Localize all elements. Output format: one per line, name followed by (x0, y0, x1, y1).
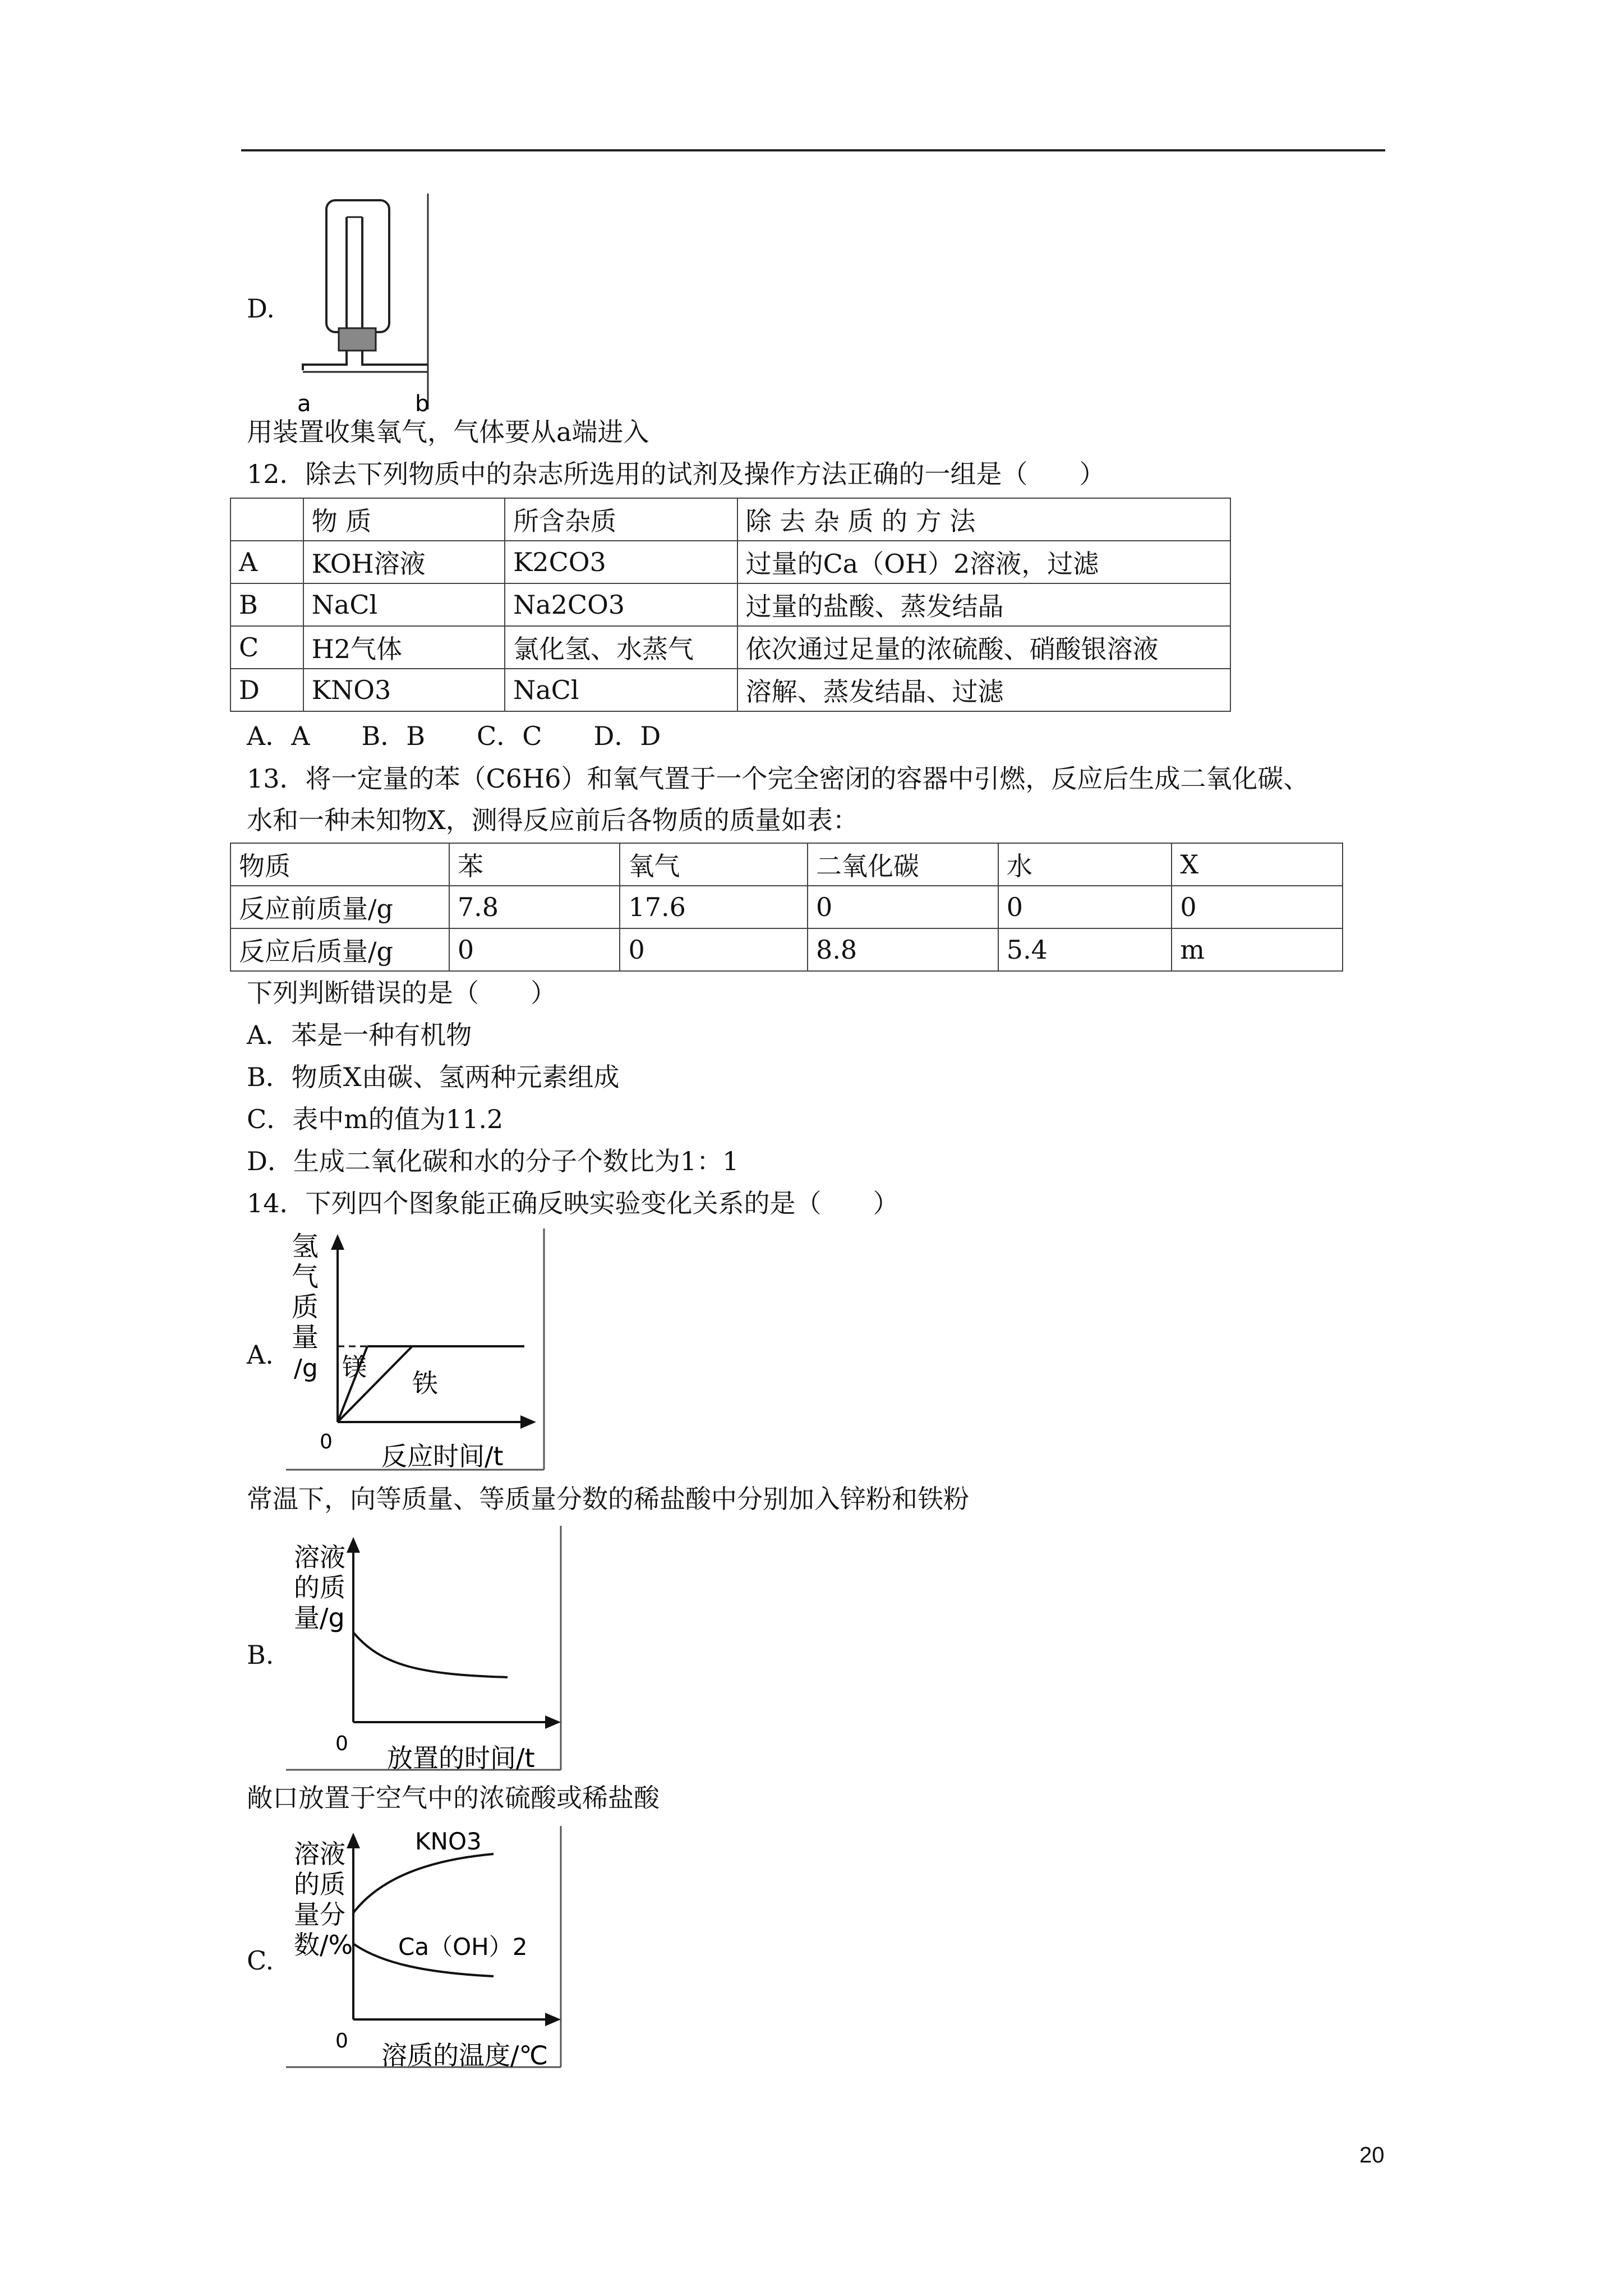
q13-stem-line2: 水和一种未知物X，测得反应前后各物质的质量如表： (247, 805, 859, 835)
table-cell: 0 (998, 886, 1172, 928)
q14-a-letter: A. (247, 1340, 274, 1370)
table-cell: 物质 (230, 843, 449, 886)
table-cell: 反应后质量/g (230, 928, 449, 971)
q14-stem: 14．下列四个图象能正确反映实验变化关系的是（ ） (247, 1188, 899, 1218)
q13-option-a: A．苯是一种有机物 (247, 1020, 472, 1050)
q13-question: 下列判断错误的是（ ） (247, 978, 556, 1008)
graph-a-label-mg: 镁 (342, 1353, 367, 1382)
table-cell: 过量的盐酸、蒸发结晶 (737, 583, 1230, 626)
q11-option-d-text: 用装置收集氧气，气体要从a端进入 (247, 417, 649, 447)
table-cell: m (1172, 928, 1343, 971)
graph-b-origin: 0 (335, 1732, 348, 1755)
table-cell: 所含杂质 (505, 498, 737, 541)
graph-b (286, 1526, 566, 1775)
q13-stem-line1: 13．将一定量的苯（C6H6）和氧气置于一个完全密闭的容器中引燃，反应后生成二氧化碳、 (247, 763, 1310, 794)
table-cell: A (230, 541, 303, 583)
table-cell: 物 质 (303, 498, 505, 541)
graph-a-ylabel-1: 氢 (292, 1231, 319, 1262)
table-header-row (230, 498, 1230, 541)
table-cell: K2CO3 (505, 541, 737, 583)
gas-bottle-figure (280, 194, 443, 415)
q14-a-caption: 常温下，向等质量、等质量分数的稀盐酸中分别加入锌粉和铁粉 (247, 1484, 969, 1514)
table-cell: C (230, 626, 303, 669)
table-cell: KNO3 (303, 669, 505, 711)
graph-a-origin: 0 (320, 1430, 333, 1453)
graph-a-ylabel-5: /g (294, 1354, 318, 1383)
graph-a-ylabel-2: 气 (292, 1261, 319, 1292)
table-row (230, 886, 1343, 928)
q13-option-c: C．表中m的值为11.2 (247, 1104, 504, 1134)
table-cell: 5.4 (998, 928, 1172, 971)
table-cell: KOH溶液 (303, 541, 505, 583)
graph-c-label-kno3: KNO3 (415, 1828, 482, 1855)
graph-a-ylabel-3: 质 (292, 1291, 319, 1323)
graph-b-xlabel: 放置的时间/t (387, 1743, 535, 1773)
table-cell: 0 (1172, 886, 1343, 928)
table-cell: 二氧化碳 (808, 843, 998, 886)
graph-c-label-caoh2: Ca（OH）2 (398, 1933, 528, 1961)
graph-b-ylabel-3: 量/g (294, 1603, 345, 1633)
table-row (230, 541, 1230, 583)
q14-c-letter: C. (247, 1945, 274, 1976)
graph-c-xlabel: 溶质的温度/℃ (381, 2040, 548, 2070)
table-row (230, 626, 1230, 669)
q13-option-d: D．生成二氧化碳和水的分子个数比为1：1 (247, 1146, 739, 1176)
graph-a-xlabel: 反应时间/t (381, 1441, 504, 1471)
q14-b-caption: 敞口放置于空气中的浓硫酸或稀盐酸 (247, 1783, 660, 1813)
graph-c-ylabel-4: 数/% (294, 1930, 353, 1960)
table-cell: 0 (449, 928, 620, 971)
table-cell: D (230, 669, 303, 711)
graph-c-ylabel-2: 的质 (294, 1869, 345, 1899)
table-header-row (230, 843, 1343, 886)
q13-table (230, 843, 1343, 972)
graph-b-ylabel-2: 的质 (294, 1572, 345, 1603)
table-cell: X (1172, 843, 1343, 886)
graph-b-ylabel-1: 溶液 (294, 1542, 345, 1572)
q12-stem: 12．除去下列物质中的杂志所选用的试剂及操作方法正确的一组是（ ） (247, 459, 1105, 489)
table-cell (230, 498, 303, 541)
figure-label-b: b (415, 391, 430, 415)
table-cell: 反应前质量/g (230, 886, 449, 928)
header-rule (241, 149, 1385, 151)
page-number: 20 (1359, 2143, 1385, 2168)
table-cell: 17.6 (620, 886, 808, 928)
table-cell: Na2CO3 (505, 583, 737, 626)
table-cell: 氯化氢、水蒸气 (505, 626, 737, 669)
table-cell: 苯 (449, 843, 620, 886)
table-cell: 过量的Ca（OH）2溶液，过滤 (737, 541, 1230, 583)
q14-b-letter: B. (247, 1640, 274, 1670)
table-cell: B (230, 583, 303, 626)
table-row (230, 669, 1230, 711)
graph-a-ylabel-4: 量 (292, 1322, 319, 1353)
table-cell: 水 (998, 843, 1172, 886)
table-cell: 除 去 杂 质 的 方 法 (737, 498, 1230, 541)
table-cell: 依次通过足量的浓硫酸、硝酸银溶液 (737, 626, 1230, 669)
table-row (230, 928, 1343, 971)
q11-option-d-letter: D. (247, 293, 275, 324)
table-row (230, 583, 1230, 626)
table-cell: NaCl (303, 583, 505, 626)
table-cell: NaCl (505, 669, 737, 711)
graph-a-label-fe: 铁 (412, 1368, 438, 1398)
graph-c-ylabel-3: 量分 (294, 1899, 345, 1930)
table-cell: 8.8 (808, 928, 998, 971)
table-cell: 7.8 (449, 886, 620, 928)
table-cell: 溶解、蒸发结晶、过滤 (737, 669, 1230, 711)
graph-a (286, 1228, 550, 1475)
table-cell: 0 (620, 928, 808, 971)
table-cell: 氧气 (620, 843, 808, 886)
q12-choices: A．A B．B C．C D．D (247, 721, 661, 751)
graph-c-origin: 0 (335, 2030, 348, 2053)
q13-option-b: B．物质X由碳、氢两种元素组成 (247, 1062, 620, 1092)
table-cell: 0 (808, 886, 998, 928)
graph-c-ylabel-1: 溶液 (294, 1839, 345, 1869)
q12-table (230, 498, 1231, 712)
table-cell: H2气体 (303, 626, 505, 669)
graph-c (286, 1826, 566, 2073)
figure-label-a: a (297, 391, 311, 415)
